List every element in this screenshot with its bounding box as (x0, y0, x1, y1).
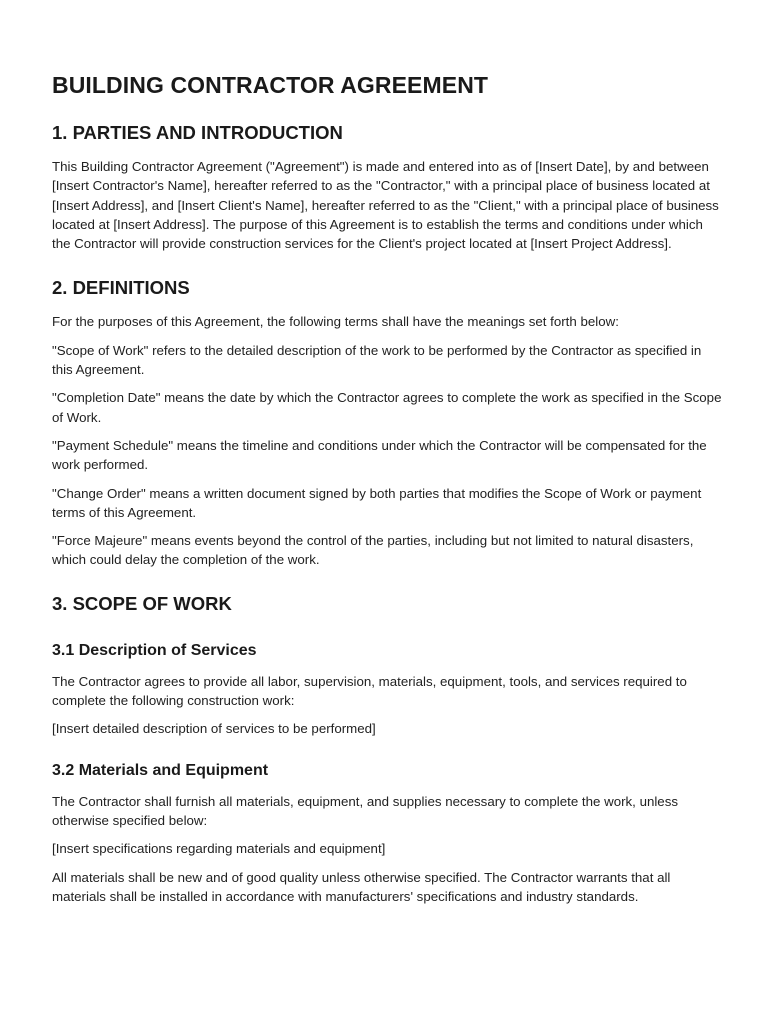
definition-payment-schedule: "Payment Schedule" means the timeline and conditions under which the Contractor will be compensated for the work performed. (52, 437, 707, 473)
subsection-heading-materials: 3.2 Materials and Equipment (52, 761, 269, 779)
definition-completion-date: "Completion Date" means the date by which the Contractor agrees to complete the work as specified in the Scope of Work. (52, 390, 722, 425)
document-title: BUILDING CONTRACTOR AGREEMENT (52, 72, 489, 98)
definition-change-order: "Change Order" means a written document signed by both parties that modifies the Scope of Work or payment terms of this Agreement. (52, 485, 702, 520)
definition-scope-of-work: "Scope of Work" refers to the detailed description of the work to be performed by the Contractor as specified in this Agreement. (52, 342, 702, 378)
section-heading-parties: 1. PARTIES AND INTRODUCTION (52, 122, 343, 143)
materials-placeholder: [Insert specifications regarding materials and equipment] (52, 841, 386, 857)
materials-paragraph: The Contractor shall furnish all materials, equipment, and supplies necessary to complete the work, unless otherwise specified below: (52, 793, 678, 828)
section-heading-scope: 3. SCOPE OF WORK (52, 592, 232, 614)
materials-quality-paragraph: All materials shall be new and of good quality unless otherwise specified. The Contractor warrants that all materials shall be installed in accordance with manufacturers' specifications and industry standards. (52, 869, 671, 904)
document-page (52, 70, 724, 906)
parties-paragraph: This Building Contractor Agreement ("Agreement") is made and entered into as of [Insert Date], by and between [Insert Contractor's Name], hereafter referred to as the "Contractor," with a principal place of business located at [Insert Address], and [Insert Client's Name], hereafter referred to as the "Client," with a principal place of business located at [Insert Address]. The purpose of this Agreement is to establish the terms and conditions under which the Contractor will provide construction services for the Client's project located at [Insert Project Address]. (52, 159, 719, 252)
services-placeholder: [Insert detailed description of services to be performed] (52, 721, 376, 737)
services-paragraph: The Contractor agrees to provide all labor, supervision, materials, equipment, tools, and services required to complete the following construction work: (52, 673, 687, 709)
section-heading-definitions: 2. DEFINITIONS (52, 277, 190, 299)
definition-force-majeure: "Force Majeure" means events beyond the control of the parties, including but not limited to natural disasters, which could delay the completion of the work. (52, 533, 694, 568)
subsection-heading-services: 3.1 Description of Services (52, 641, 257, 659)
definitions-intro: For the purposes of this Agreement, the following terms shall have the meanings set forth below: (52, 314, 619, 330)
